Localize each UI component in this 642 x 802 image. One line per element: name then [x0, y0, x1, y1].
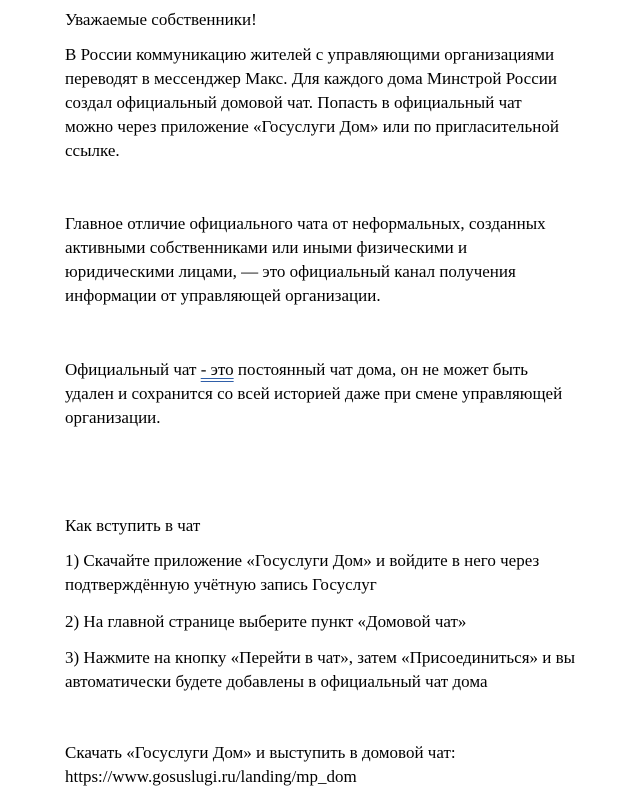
- official-chat-text: постоянный чат дома, он не может быть: [233, 360, 529, 379]
- intro-line: В России коммуникацию жителей с управляющими организациями: [65, 45, 555, 64]
- difference-line: Главное отличие официального чата от неформальных, созданных: [65, 214, 546, 233]
- greeting-heading: Уважаемые собственники!: [65, 10, 257, 29]
- intro-paragraph: [65, 43, 559, 163]
- difference-line: информации от управляющей организации.: [65, 286, 381, 305]
- difference-paragraph: [65, 212, 546, 308]
- intro-line: переводят в мессенджер Макс. Для каждого дома Минстрой России: [65, 69, 557, 88]
- step-item: [65, 646, 575, 694]
- intro-line: ссылке.: [65, 141, 120, 160]
- difference-line: юридическими лицами, — это официальный канал получения: [65, 262, 516, 281]
- download-paragraph: [65, 741, 456, 789]
- intro-line: можно через приложение «Госуслуги Дом» или по пригласительной: [65, 117, 559, 136]
- step-line: 1) Скачайте приложение «Госуслуги Дом» и войдите в него через: [65, 551, 540, 570]
- official-chat-line: [65, 358, 562, 382]
- official-chat-line: удален и сохранится со всей историей даже при смене управляющей: [65, 384, 563, 403]
- howto-heading: Как вступить в чат: [65, 516, 201, 535]
- step-item: [65, 549, 539, 597]
- download-url[interactable]: https://www.gosuslugi.ru/landing/mp_dom: [65, 767, 357, 786]
- official-chat-paragraph: [65, 358, 562, 430]
- step-line: подтверждённую учётную запись Госуслуг: [65, 575, 377, 594]
- step-line: 2) На главной странице выберите пункт «Домовой чат»: [65, 612, 467, 631]
- difference-line: активными собственниками или иными физическими и: [65, 238, 468, 257]
- official-chat-text: Официальный чат: [65, 360, 201, 379]
- step-line: 3) Нажмите на кнопку «Перейти в чат», затем «Присоединиться» и вы: [65, 648, 576, 667]
- grammar-marked-text[interactable]: - это: [200, 360, 234, 379]
- step-item: [65, 610, 466, 634]
- step-line: автоматически будете добавлены в официальный чат дома: [65, 672, 488, 691]
- official-chat-line: организации.: [65, 408, 161, 427]
- intro-line: создал официальный домовой чат. Попасть в официальный чат: [65, 93, 522, 112]
- download-line: Скачать «Госуслуги Дом» и выступить в домовой чат:: [65, 743, 456, 762]
